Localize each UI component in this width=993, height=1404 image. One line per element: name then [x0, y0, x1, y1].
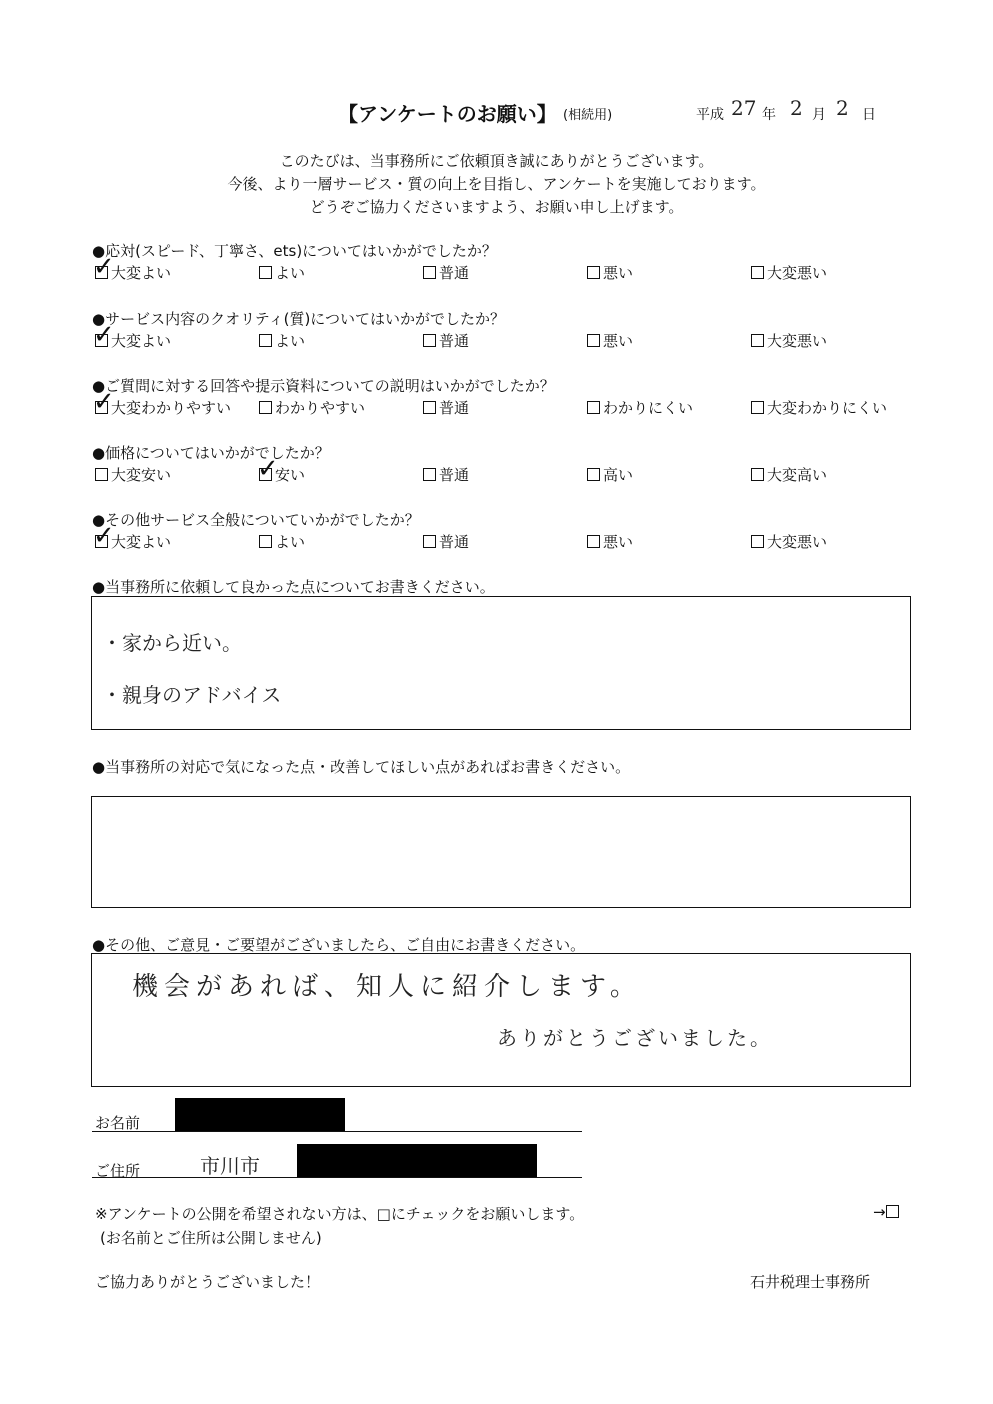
question-1-option-2[interactable]	[259, 262, 305, 283]
other-comments-box[interactable]	[91, 953, 911, 1087]
question-3-option-3[interactable]	[423, 397, 469, 418]
option-label: 大変よい	[111, 533, 172, 551]
question-2-option-2[interactable]	[259, 330, 305, 351]
handwritten-check-icon: ✓	[93, 521, 115, 551]
question-3-option-1[interactable]	[93, 387, 232, 418]
name-redaction	[175, 1098, 345, 1132]
checkbox-icon[interactable]	[587, 468, 600, 481]
checkbox-icon[interactable]	[95, 468, 108, 481]
option-label: 大変よい	[111, 264, 172, 282]
checkbox-icon[interactable]	[587, 535, 600, 548]
other-comments-label: ●その他、ご意見・ご要望がございましたら、ご自由にお書きください。	[92, 936, 586, 954]
improvements-box[interactable]	[91, 796, 911, 908]
address-redaction	[297, 1144, 537, 1178]
publish-note-line-1: ※アンケートの公開を希望されない方は、□にチェックをお願いします。	[95, 1205, 585, 1223]
checkbox-icon[interactable]	[423, 401, 436, 414]
question-5-option-5[interactable]	[751, 531, 827, 552]
office-name: 石井税理士事務所	[750, 1273, 871, 1291]
option-label: 大変わかりやすい	[111, 399, 232, 417]
good-points-line-2: ・親身のアドバイス	[102, 683, 282, 707]
checkbox-icon[interactable]	[259, 266, 272, 279]
other-comments-line-2: ありがとうございました。	[497, 1026, 773, 1050]
option-label: 大変悪い	[767, 533, 828, 551]
checkbox-icon[interactable]	[751, 535, 764, 548]
option-label: 悪い	[603, 264, 634, 282]
checkbox-icon[interactable]	[423, 266, 436, 279]
checkbox-icon[interactable]	[259, 535, 272, 548]
option-label: 悪い	[603, 332, 634, 350]
checkbox-icon[interactable]	[259, 401, 272, 414]
arrow-icon: →	[873, 1203, 886, 1221]
question-1-text: ●応対(スピード、丁寧さ、ets)についてはいかがでしたか？	[92, 242, 497, 260]
option-label: 普通	[439, 332, 470, 350]
intro-line-2: 今後、より一層サービス・質の向上を目指し、アンケートを実施しております。	[227, 175, 766, 193]
option-label: 大変悪い	[767, 332, 828, 350]
question-4-text: ●価格についてはいかがでしたか？	[92, 444, 330, 462]
date-month-handwritten: 2	[790, 96, 803, 120]
thanks-text: ご協力ありがとうございました！	[95, 1273, 321, 1291]
checkbox-icon[interactable]	[423, 535, 436, 548]
question-5-option-4[interactable]	[587, 531, 633, 552]
question-4-option-2[interactable]	[257, 454, 306, 485]
question-2-option-5[interactable]	[751, 330, 827, 351]
date-day-handwritten: 2	[836, 96, 849, 120]
question-2-option-1[interactable]	[93, 320, 172, 351]
checkbox-icon[interactable]	[751, 401, 764, 414]
checkbox-icon[interactable]	[423, 468, 436, 481]
checkbox-icon[interactable]	[751, 266, 764, 279]
checkbox-icon[interactable]	[587, 401, 600, 414]
question-1-option-5[interactable]	[751, 262, 827, 283]
question-5-text: ●その他サービス全般についていかがでしたか？	[92, 511, 420, 529]
improvements-label: ●当事務所の対応で気になった点・改善してほしい点があればお書きください。	[92, 758, 631, 776]
option-label: 大変安い	[111, 466, 172, 484]
good-points-label: ●当事務所に依頼して良かった点についてお書きください。	[92, 578, 495, 596]
question-3-option-4[interactable]	[587, 397, 693, 418]
survey-title: 【アンケートのお願い】	[338, 102, 557, 126]
checkbox-icon[interactable]	[587, 334, 600, 347]
checkbox-icon[interactable]	[751, 468, 764, 481]
question-3-option-5[interactable]	[751, 397, 887, 418]
address-label: ご住所	[95, 1162, 141, 1180]
publish-opt-out[interactable]	[873, 1203, 902, 1221]
checkbox-icon[interactable]	[423, 334, 436, 347]
survey-subtitle: (相続用)	[563, 108, 613, 123]
handwritten-check-icon: ✓	[93, 252, 115, 282]
intro-line-3: どうぞご協力くださいますよう、お願い申し上げます。	[309, 198, 684, 216]
question-2-option-3[interactable]	[423, 330, 469, 351]
option-label: 高い	[603, 466, 634, 484]
good-points-box[interactable]	[91, 596, 911, 730]
option-label: よい	[275, 332, 306, 350]
option-label: 悪い	[603, 533, 634, 551]
checkbox-icon[interactable]	[751, 334, 764, 347]
question-2-text: ●サービス内容のクオリティ(質)についてはいかがでしたか？	[92, 310, 505, 328]
question-4-option-4[interactable]	[587, 464, 633, 485]
question-3-text: ●ご質問に対する回答や提示資料についての説明はいかがでしたか？	[92, 377, 555, 395]
option-label: わかりにくい	[603, 399, 694, 417]
address-underline[interactable]	[92, 1177, 582, 1178]
option-label: 普通	[439, 466, 470, 484]
option-label: 大変悪い	[767, 264, 828, 282]
option-label: 大変高い	[767, 466, 828, 484]
question-1-option-4[interactable]	[587, 262, 633, 283]
option-label: よい	[275, 264, 306, 282]
handwritten-check-icon: ✓	[93, 320, 115, 350]
option-label: 普通	[439, 264, 470, 282]
other-comments-line-1: 機会があれば、知人に紹介します。	[132, 972, 642, 1002]
question-2-option-4[interactable]	[587, 330, 633, 351]
option-label: 大変よい	[111, 332, 172, 350]
option-label: よい	[275, 533, 306, 551]
handwritten-check-icon: ✓	[257, 454, 279, 484]
address-handwritten-city: 市川市	[200, 1154, 260, 1178]
date-day-label: 日	[862, 107, 876, 123]
good-points-line-1: ・家から近い。	[102, 631, 242, 655]
name-underline[interactable]	[92, 1131, 582, 1132]
question-4-option-3[interactable]	[423, 464, 469, 485]
date-year-handwritten: 27	[731, 96, 757, 120]
question-4-option-5[interactable]	[751, 464, 827, 485]
question-5-option-3[interactable]	[423, 531, 469, 552]
question-1-option-1[interactable]	[93, 252, 172, 283]
opt-out-checkbox[interactable]	[886, 1205, 899, 1218]
intro-line-1: このたびは、当事務所にご依頼頂き誠にありがとうございます。	[279, 152, 714, 170]
question-5-option-1[interactable]	[93, 521, 172, 552]
handwritten-check-icon: ✓	[93, 387, 115, 417]
checkbox-icon[interactable]	[587, 266, 600, 279]
option-label: 大変わかりにくい	[767, 399, 888, 417]
date-year-label: 年	[762, 107, 776, 123]
question-4-option-1[interactable]	[95, 464, 171, 485]
question-3-option-2[interactable]	[259, 397, 365, 418]
date-month-label: 月	[812, 107, 826, 123]
option-label: 安い	[275, 466, 306, 484]
name-label: お名前	[95, 1114, 141, 1132]
question-5-option-2[interactable]	[259, 531, 305, 552]
question-1-option-3[interactable]	[423, 262, 469, 283]
checkbox-icon[interactable]	[259, 334, 272, 347]
option-label: 普通	[439, 399, 470, 417]
option-label: わかりやすい	[275, 399, 366, 417]
date-era: 平成	[696, 107, 724, 123]
publish-note-line-2: (お名前とご住所は公開しません)	[100, 1229, 322, 1247]
option-label: 普通	[439, 533, 470, 551]
